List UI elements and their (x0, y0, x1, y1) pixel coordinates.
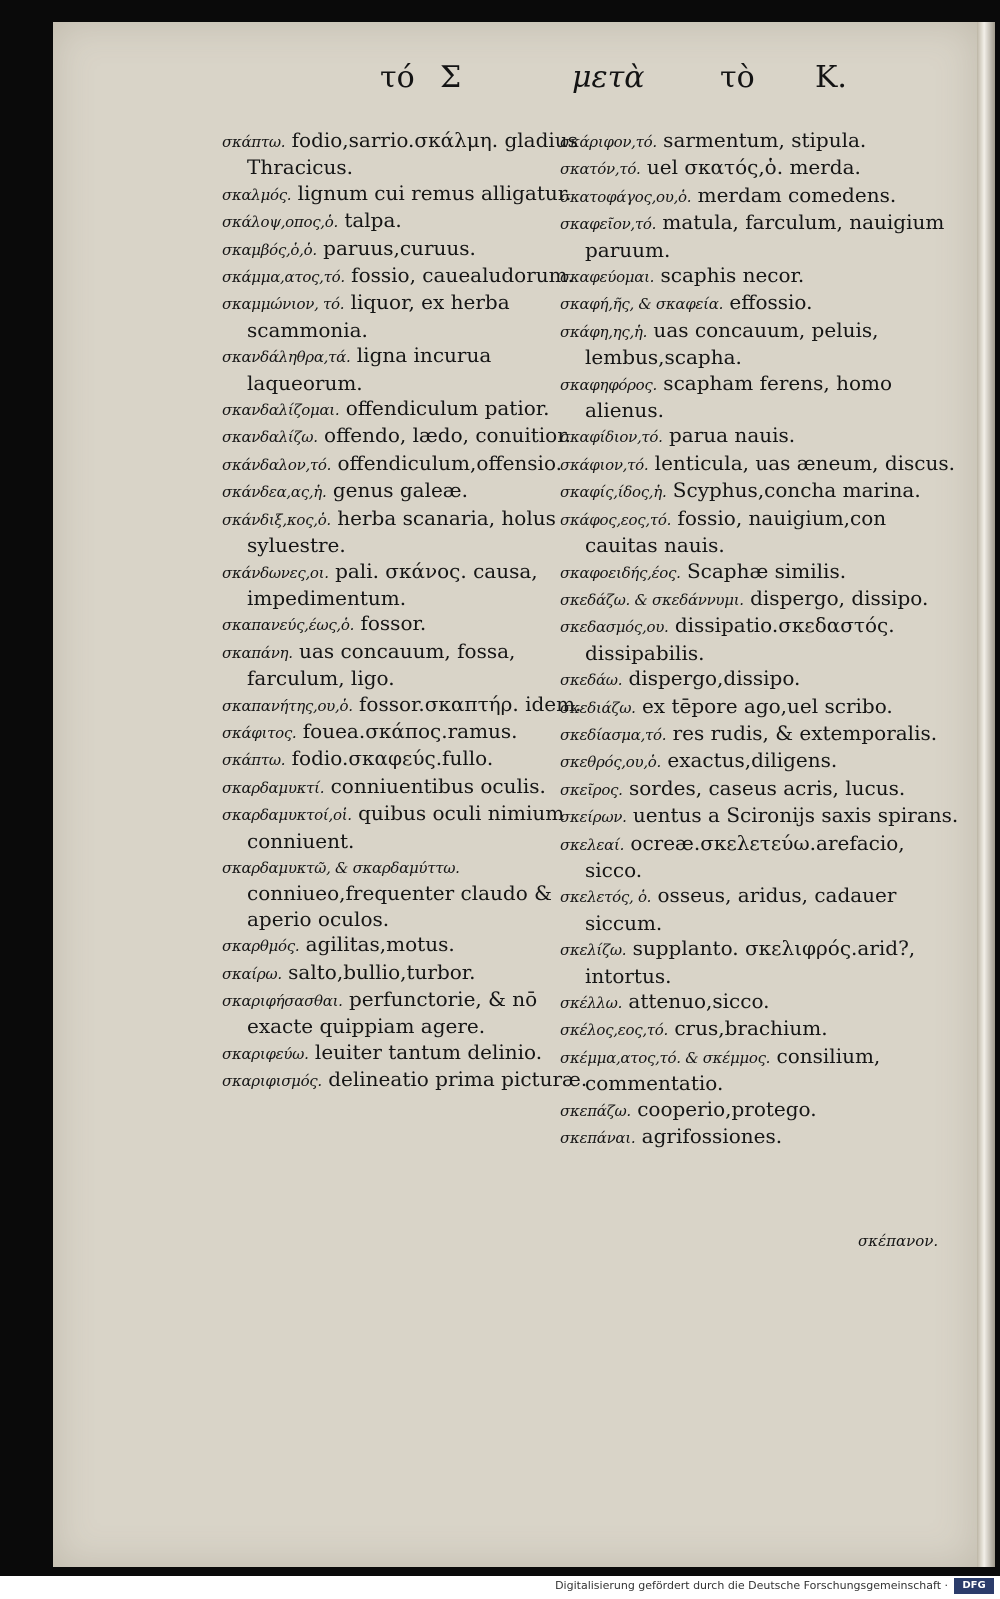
latin-gloss: agilitas,motus. (299, 932, 455, 957)
greek-headword: σκελίζω. (560, 941, 627, 960)
dictionary-entry (560, 263, 965, 290)
latin-gloss: conniuentibus oculis. (324, 773, 546, 798)
greek-headword: σκεπάναι. (560, 1129, 636, 1148)
dictionary-entry (222, 639, 607, 692)
dictionary-entry (560, 883, 965, 936)
dictionary-entry (560, 423, 965, 450)
header-right-b: K. (815, 60, 847, 95)
greek-headword: σκαμβός,ὁ,ὁ. (222, 240, 317, 259)
greek-headword: σκαριφήσασθαι. (222, 992, 343, 1010)
dictionary-entry (222, 451, 607, 478)
greek-headword: σκεθρός,ου,ὁ. (560, 753, 661, 772)
greek-headword: σκαφηφόρος. (560, 375, 657, 394)
dictionary-entry (560, 1097, 965, 1124)
dictionary-entry (222, 692, 607, 719)
latin-gloss: talpa. (337, 208, 402, 233)
catchword: σκέπανον. (858, 1232, 939, 1250)
header-center: μετὰ (572, 60, 645, 95)
greek-headword: σκεδάζω. & σκεδάννυμι. (560, 590, 744, 609)
greek-headword: σκάλοψ,οπος,ὁ. (222, 213, 338, 232)
latin-gloss: leuiter tantum delinio. (308, 1039, 543, 1064)
greek-headword: σκατόν,τό. (560, 160, 641, 179)
greek-headword: σκαρδαμυκτί. (222, 778, 325, 797)
dictionary-entry (222, 396, 607, 423)
header-left-a: τό (380, 60, 415, 95)
dictionary-entry (222, 611, 607, 638)
latin-gloss: lignum cui remus alligatur. (291, 180, 572, 205)
dictionary-entry (222, 559, 607, 612)
dictionary-entry (222, 774, 607, 801)
dictionary-entry (222, 801, 607, 854)
latin-gloss: attenuo,sicco. (622, 989, 770, 1013)
dictionary-entry (560, 666, 965, 693)
dictionary-entry (222, 128, 607, 181)
dictionary-entry (560, 155, 965, 182)
greek-headword: σκαφή,ῆς, & σκαφεία. (560, 295, 724, 314)
dictionary-entry (560, 776, 965, 803)
latin-gloss: uas concauum, fossa, farculum, ligo. (247, 638, 516, 691)
dictionary-entry (222, 478, 607, 505)
dictionary-entry (222, 423, 607, 450)
dictionary-entry (560, 210, 965, 263)
dictionary-entry (222, 181, 607, 208)
dictionary-entry (560, 290, 965, 317)
latin-gloss: salto,bullio,turbor. (281, 959, 476, 984)
greek-headword: σκάπτω. (222, 751, 286, 770)
latin-gloss: lenticula, uas æneum, discus. (648, 450, 956, 475)
dictionary-entry (560, 128, 965, 155)
latin-gloss: offendiculum patior. (339, 396, 550, 421)
latin-gloss: uentus a Scironijs saxis spirans. (626, 803, 959, 828)
dictionary-entry (560, 1044, 965, 1097)
dictionary-entry (560, 936, 965, 989)
greek-headword: σκαφεύομαι. (560, 268, 655, 287)
greek-headword: σκαρθμός. (222, 937, 300, 956)
greek-headword: σκανδαλίζω. (222, 428, 318, 447)
latin-gloss: fossio, nauigium,con cauitas nauis. (585, 505, 887, 558)
latin-gloss: fouea.σκάπος.ramus. (296, 718, 518, 743)
latin-gloss: effossio. (723, 290, 813, 315)
greek-headword: σκάνδεα,ας,ἡ. (222, 483, 327, 502)
latin-gloss: sarmentum, stipula. (656, 128, 867, 152)
latin-gloss: conniueo,frequenter claudo & aperio oculos. (247, 881, 552, 931)
dictionary-entry (560, 451, 965, 478)
latin-gloss: pali. σκάνος. causa, impedimentum. (247, 558, 538, 610)
dictionary-entry (560, 318, 965, 371)
latin-gloss: fossio, cauealudorum. (344, 263, 574, 288)
dictionary-entry (560, 803, 965, 830)
latin-gloss: ex tēpore ago,uel scribo. (635, 693, 893, 718)
latin-gloss: parua nauis. (662, 423, 796, 448)
dictionary-entry (560, 559, 965, 586)
dictionary-entry (560, 721, 965, 748)
latin-gloss: fossor.σκαπτήρ. idem. (352, 691, 582, 716)
latin-gloss: merdam comedens. (691, 182, 897, 207)
latin-gloss: genus galeæ. (326, 478, 468, 503)
greek-headword: σκάπτω. (222, 133, 286, 151)
latin-gloss: ligna incurua laqueorum. (247, 343, 492, 395)
greek-headword: σκαφίς,ίδος,ἡ. (560, 483, 667, 502)
greek-headword: σκάφιτος. (222, 723, 297, 742)
latin-gloss: uel σκατός,ὁ. merda. (640, 155, 861, 180)
latin-gloss: agrifossiones. (635, 1124, 783, 1149)
greek-headword: σκαριφεύω. (222, 1044, 309, 1063)
greek-headword: σκαρδαμυκτῶ, & σκαρδαμύττω. (222, 858, 460, 877)
greek-headword: σκέλλω. (560, 994, 623, 1012)
footer-bar (0, 1576, 1000, 1599)
greek-headword: σκεδιάζω. (560, 698, 636, 717)
latin-gloss: consilium, commentatio. (585, 1043, 881, 1096)
dictionary-entry (222, 1040, 607, 1067)
latin-gloss: res rudis, & extemporalis. (666, 720, 938, 745)
greek-headword: σκαπανεύς,έως,ὁ. (222, 616, 355, 635)
dictionary-entry (222, 263, 607, 290)
latin-gloss: perfunctorie, & nō exacte quippiam agere. (247, 987, 538, 1039)
dictionary-entry (222, 506, 607, 559)
latin-gloss: crus,brachium. (667, 1016, 828, 1041)
dictionary-entry (560, 183, 965, 210)
greek-headword: σκαφίδιον,τό. (560, 428, 663, 447)
greek-headword: σκελεαί. (560, 835, 625, 854)
dictionary-entry (222, 719, 607, 746)
latin-gloss: Scyphus,concha marina. (666, 478, 921, 503)
greek-headword: σκελετός, ὁ. (560, 888, 652, 907)
latin-gloss: dispergo,dissipo. (622, 666, 801, 691)
latin-gloss: Scaphæ similis. (680, 558, 847, 583)
dictionary-entry (222, 1067, 607, 1094)
greek-headword: σκατοφάγος,ου,ὁ. (560, 187, 692, 206)
greek-headword: σκαίρω. (222, 964, 282, 983)
left-column (222, 128, 607, 1095)
latin-gloss: paruus,curuus. (316, 235, 476, 260)
greek-headword: σκαπανήτης,ου,ὁ. (222, 696, 353, 715)
greek-headword: σκέλος,εος,τό. (560, 1021, 668, 1040)
greek-headword: σκάφος,εος,τό. (560, 510, 672, 529)
latin-gloss: dissipatio.σκεδαστός. dissipabilis. (585, 613, 895, 665)
dictionary-entry (222, 343, 607, 396)
latin-gloss: supplanto. σκελιφρός.arid?, intortus. (585, 936, 916, 988)
dictionary-entry (222, 290, 607, 343)
header-left-b: Σ (440, 60, 462, 95)
greek-headword: σκανδάληθρα,τά. (222, 348, 351, 367)
header-right-a: τὸ (720, 60, 755, 95)
dictionary-entry (560, 989, 965, 1016)
greek-headword: σκάνδαλον,τό. (222, 455, 332, 474)
latin-gloss: sordes, caseus acris, lucus. (622, 775, 906, 800)
latin-gloss: fodio,sarrio.σκάλμη. gladius Thracicus. (247, 128, 578, 180)
latin-gloss: matula, farculum, nauigium paruum. (585, 210, 945, 262)
dictionary-entry (222, 746, 607, 773)
latin-gloss: liquor, ex herba scammonia. (247, 290, 510, 342)
latin-gloss: uas concauum, peluis, lembus,scapha. (585, 317, 879, 370)
greek-headword: σκάριφον,τό. (560, 133, 657, 151)
greek-headword: σκείρων. (560, 808, 627, 827)
footer-text: Digitalisierung gefördert durch die Deutsche Forschungsgemeinschaft · (555, 1579, 948, 1592)
latin-gloss: fossor. (354, 611, 427, 636)
dictionary-entry (222, 960, 607, 987)
dictionary-entry (560, 506, 965, 559)
greek-headword: σκαπάνη. (222, 643, 293, 662)
dictionary-entry (222, 236, 607, 263)
greek-headword: σκάνδωνες,οι. (222, 563, 329, 582)
greek-headword: σκαφεῖον,τό. (560, 215, 657, 234)
greek-headword: σκαμμώνιον, τό. (222, 295, 345, 314)
latin-gloss: quibus oculi nimium conniuent. (247, 801, 565, 853)
dictionary-entry (222, 208, 607, 235)
running-header (0, 60, 1000, 100)
dictionary-entry (560, 613, 965, 666)
dictionary-entry (560, 694, 965, 721)
greek-headword: σκάφη,ης,ἡ. (560, 322, 648, 341)
greek-headword: σκέμμα,ατος,τό. & σκέμμος. (560, 1048, 771, 1067)
right-column (560, 128, 965, 1151)
latin-gloss: offendiculum,offensio. (331, 450, 562, 475)
greek-headword: σκάφιον,τό. (560, 455, 649, 474)
latin-gloss: ocreæ.σκελετεύω.arefacio, sicco. (585, 830, 905, 882)
latin-gloss: cooperio,protego. (630, 1096, 817, 1121)
page-edge (977, 22, 995, 1567)
dictionary-entry (222, 987, 607, 1040)
dictionary-entry (560, 478, 965, 505)
latin-gloss: exactus,diligens. (661, 748, 838, 773)
greek-headword: σκεδασμός,ου. (560, 618, 669, 637)
greek-headword: σκαλμός. (222, 185, 292, 204)
greek-headword: σκαριφισμός. (222, 1072, 322, 1091)
latin-gloss: scapham ferens, homo alienus. (585, 370, 893, 423)
greek-headword: σκάνδιξ,κος,ὁ. (222, 510, 331, 529)
dictionary-entry (560, 586, 965, 613)
dictionary-entry (560, 831, 965, 884)
dictionary-entry (560, 748, 965, 775)
latin-gloss: herba scanaria, holus syluestre. (247, 505, 556, 558)
dictionary-entry (560, 371, 965, 424)
greek-headword: σκεῖρος. (560, 780, 623, 799)
dictionary-entry (560, 1016, 965, 1043)
latin-gloss: offendo, lædo, conuitior. (317, 423, 571, 448)
dictionary-entry (560, 1124, 965, 1151)
greek-headword: σκάμμα,ατος,τό. (222, 268, 345, 287)
greek-headword: σκεδάω. (560, 671, 623, 690)
greek-headword: σκανδαλίζομαι. (222, 401, 340, 420)
dfg-logo: DFG (954, 1578, 994, 1594)
greek-headword: σκαφοειδής,έος. (560, 563, 681, 582)
greek-headword: σκεδίασμα,τό. (560, 725, 667, 744)
dictionary-entry (222, 932, 607, 959)
latin-gloss: dispergo, dissipo. (743, 585, 929, 610)
latin-gloss: scaphis necor. (654, 263, 805, 288)
latin-gloss: fodio.σκαφεύς.fullo. (285, 746, 494, 771)
greek-headword: σκεπάζω. (560, 1101, 631, 1120)
dictionary-entry (222, 854, 607, 932)
latin-gloss: osseus, aridus, cadauer siccum. (585, 883, 897, 935)
latin-gloss: delineatio prima picturæ. (321, 1067, 588, 1092)
greek-headword: σκαρδαμυκτοί,οἱ. (222, 806, 352, 825)
